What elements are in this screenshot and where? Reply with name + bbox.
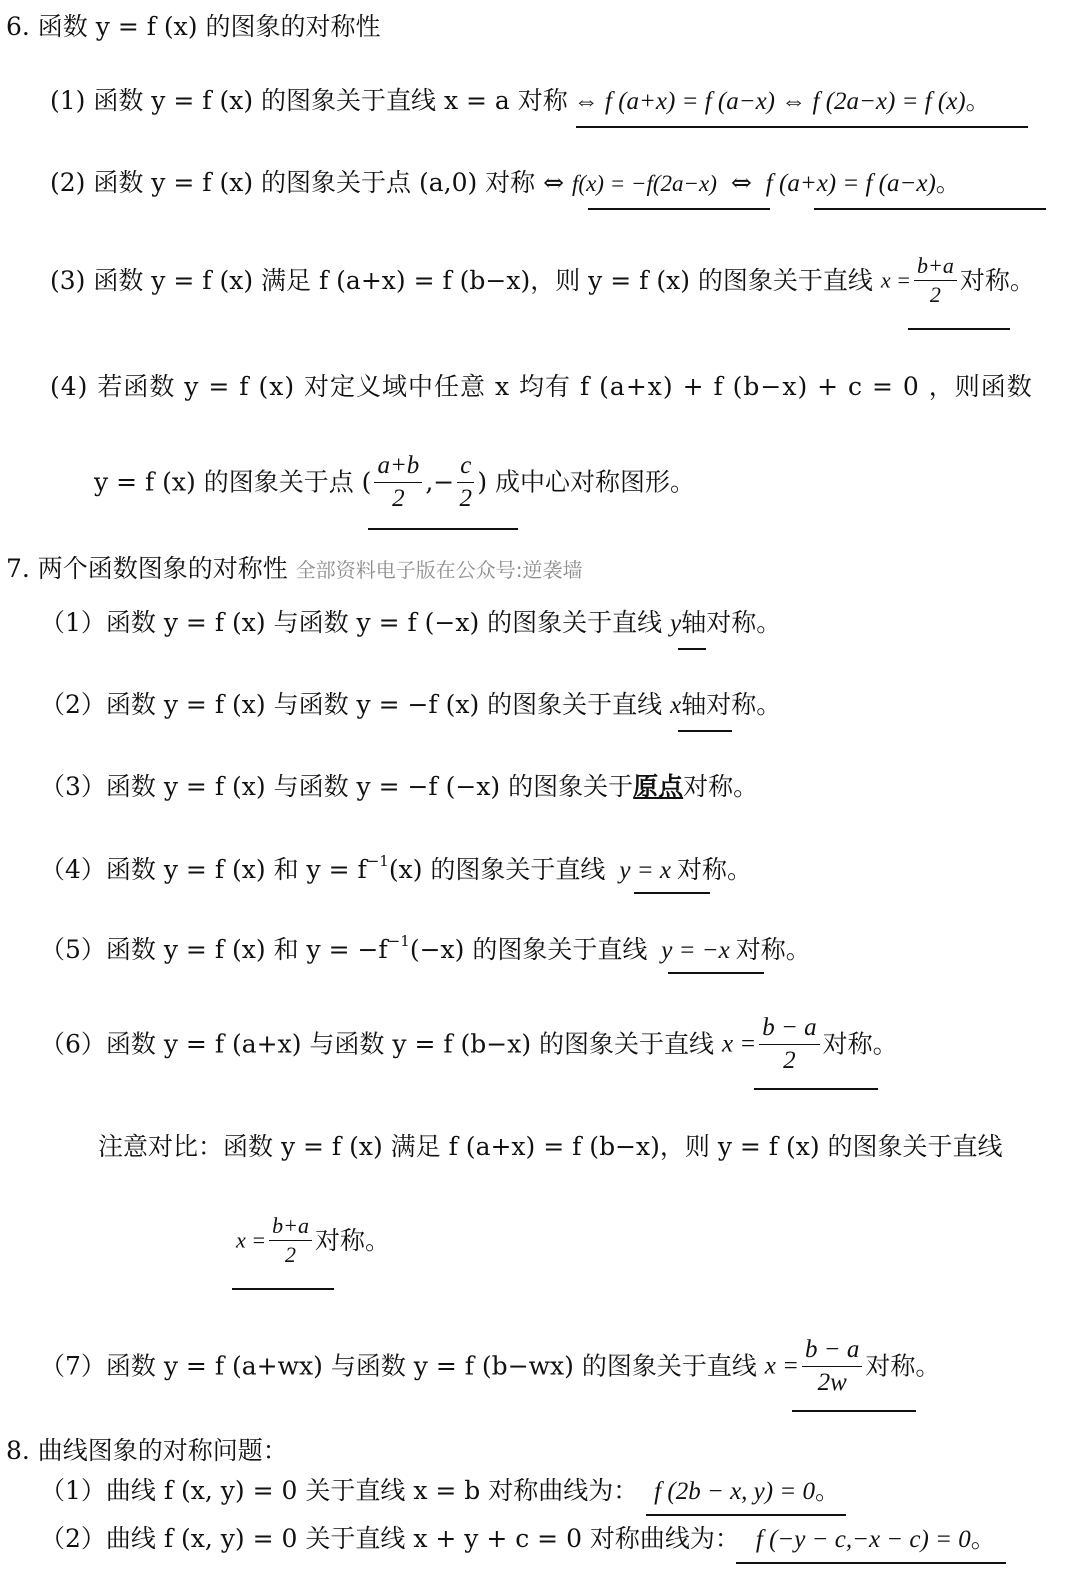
s7-item-2-tail: 轴对称。 — [681, 690, 782, 719]
s7-item-3-answer: 原点 — [633, 772, 684, 801]
s6-item-3-x: x = — [880, 267, 911, 293]
s7-note-x: x = — [236, 1227, 267, 1253]
s7-note-denominator: 2 — [285, 1242, 297, 1268]
s7-item-7-text: （7）函数 y = f (a+wx) 与函数 y = f (b−wx) 的图象关于直线 — [40, 1351, 757, 1381]
s7-item-6-numerator: b − a — [759, 1014, 819, 1045]
s6-item-4-open: ( — [361, 467, 372, 497]
s8-item-2-text: （2）曲线 f (x, y) = 0 关于直线 x + y + c = 0 对称曲线为： — [40, 1524, 740, 1553]
s8-item-1-answer: f (2b − x, y) = 0 — [654, 1478, 815, 1505]
s7-item-4-tail: 对称。 — [676, 855, 752, 884]
s6-item-2-tail: 。 — [935, 168, 961, 197]
s6-item-3-numerator: b+a — [914, 254, 957, 281]
s7-item-2-blank-line — [678, 730, 732, 732]
s6-item-4-sep: ,− — [425, 467, 455, 497]
s7-item-3 — [40, 774, 758, 799]
s6-item-4-numerator-1: a+b — [374, 452, 422, 483]
section-7-title-text: 7. 两个函数图象的对称性 — [6, 554, 288, 583]
s7-item-4-answer: y = x — [619, 857, 671, 884]
s7-item-4 — [40, 854, 752, 883]
section-6-title: 6. 函数 y = f (x) 的图象的对称性 — [6, 12, 381, 41]
s6-item-2-mid: ⇔ — [730, 168, 752, 197]
s7-item-6-denominator: 2 — [783, 1046, 796, 1074]
s8-item-2-answer: f (−y − c,−x − c) = 0 — [755, 1526, 971, 1553]
s7-note-fraction — [269, 1214, 312, 1267]
s6-item-2-blank-line-1 — [588, 208, 770, 210]
s7-item-5-sup: −1 — [387, 932, 410, 950]
s7-item-5-text-2: (−x) 的图象关于直线 — [409, 935, 648, 964]
s7-item-2-answer: x — [670, 692, 682, 719]
s6-item-4-blank-line — [368, 528, 518, 530]
s6-item-2-blank-line-2 — [814, 208, 1046, 210]
s8-item-1-text: （1）曲线 f (x, y) = 0 关于直线 x = b 对称曲线为： — [40, 1476, 639, 1505]
s7-item-7-blank-line — [792, 1410, 916, 1412]
s8-item-2 — [40, 1526, 996, 1552]
s7-item-4-text-2: (x) 的图象关于直线 — [388, 855, 606, 884]
s7-note-cont — [236, 1214, 390, 1267]
s6-item-1-text: (1) 函数 y = f (x) 的图象关于直线 x = a 对称 — [50, 86, 568, 115]
s6-item-4-cont-text: y = f (x) 的图象关于点 — [94, 467, 354, 497]
s6-item-2-answer-2: f (a+x) = f (a−x) — [765, 170, 936, 197]
s7-item-1-blank-line — [678, 648, 706, 650]
s7-item-6-x: x = — [722, 1030, 757, 1058]
s6-item-1-answer: ⇔ f (a+x) = f (a−x) ⇔ f (2a−x) = f (x) — [573, 88, 966, 115]
s6-item-4-fraction-2 — [457, 452, 474, 512]
s7-item-1 — [40, 610, 781, 636]
s6-item-4-cont — [94, 452, 695, 512]
s6-item-1-tail: 。 — [965, 86, 991, 115]
s7-item-3-tail: 对称。 — [683, 772, 759, 801]
s6-item-4-numerator-2: c — [457, 452, 474, 483]
s7-item-2 — [40, 692, 781, 718]
s6-item-1-blank-line — [576, 126, 1028, 128]
s7-item-5 — [40, 934, 811, 963]
watermark-text: 全部资料电子版在公众号:逆袭墙 — [295, 558, 583, 582]
s7-item-5-tail: 对称。 — [735, 935, 811, 964]
s7-item-7 — [40, 1336, 940, 1396]
s6-item-2-answer-1: f(x) = −f(2a−x) — [572, 171, 717, 196]
s6-item-3-text: (3) 函数 y = f (x) 满足 f (a+x) = f (b−x)，则 y = f (x) 的图象关于直线 — [50, 266, 873, 296]
s6-item-1 — [50, 88, 991, 114]
s8-item-1 — [40, 1478, 840, 1504]
s7-item-7-x: x = — [764, 1352, 800, 1380]
s7-item-6 — [40, 1014, 898, 1074]
s7-item-6-text: （6）函数 y = f (a+x) 与函数 y = f (b−x) 的图象关于直线 — [40, 1029, 715, 1059]
s7-item-1-tail: 轴对称。 — [681, 608, 782, 637]
s7-item-5-blank-line — [668, 972, 764, 974]
s7-item-4-blank-line — [634, 892, 710, 894]
section-8-title: 8. 曲线图象的对称问题： — [6, 1436, 288, 1465]
s6-item-4: (4) 若函数 y = f (x) 对定义域中任意 x 均有 f (a+x) + f (b−x) + c = 0 ，则函数 — [50, 372, 1033, 401]
s6-item-3 — [50, 254, 1035, 307]
s7-item-7-numerator: b − a — [802, 1336, 862, 1367]
s7-item-7-fraction — [802, 1336, 862, 1396]
s6-item-4-denominator-2: 2 — [459, 484, 473, 512]
s7-item-6-tail: 对称。 — [822, 1029, 898, 1059]
s8-item-2-blank-line — [736, 1562, 1006, 1564]
s7-item-5-text: （5）函数 y = f (x) 和 y = −f — [40, 935, 388, 964]
s6-item-2-text: (2) 函数 y = f (x) 的图象关于点 (a,0) 对称 ⇔ — [50, 168, 565, 197]
s7-note-numerator: b+a — [269, 1214, 312, 1241]
s7-item-1-answer: y — [670, 610, 682, 637]
s7-item-4-sup: −1 — [366, 852, 389, 870]
s7-item-2-text: （2）函数 y = f (x) 与函数 y = −f (x) 的图象关于直线 — [40, 690, 663, 719]
section-7-title — [6, 556, 583, 581]
s8-item-2-tail: 。 — [970, 1524, 996, 1553]
s6-item-4-fraction-1 — [374, 452, 422, 512]
s8-item-1-tail: 。 — [814, 1476, 840, 1505]
s7-item-1-text: （1）函数 y = f (x) 与函数 y = f (−x) 的图象关于直线 — [40, 608, 663, 637]
s7-note-blank-line — [232, 1288, 334, 1290]
s7-item-7-tail: 对称。 — [865, 1351, 941, 1381]
s6-item-3-denominator: 2 — [929, 282, 941, 308]
s7-note-tail: 对称。 — [314, 1226, 390, 1256]
s7-item-6-fraction — [759, 1014, 819, 1074]
s6-item-4-tail: 成中心对称图形。 — [495, 467, 696, 497]
s6-item-3-tail: 对称。 — [959, 266, 1035, 296]
s7-item-3-text: （3）函数 y = f (x) 与函数 y = −f (−x) 的图象关于 — [40, 772, 634, 801]
s7-item-4-text: （4）函数 y = f (x) 和 y = f — [40, 855, 367, 884]
s6-item-4-close: ) — [477, 467, 488, 497]
s7-note: 注意对比：函数 y = f (x) 满足 f (a+x) = f (b−x)，则 y = f (x) 的图象关于直线 — [98, 1132, 1003, 1161]
s6-item-2 — [50, 170, 961, 196]
s6-item-4-denominator-1: 2 — [392, 484, 405, 512]
s6-item-3-fraction — [914, 254, 957, 307]
s7-item-6-blank-line — [754, 1088, 878, 1090]
s8-item-1-blank-line — [646, 1514, 846, 1516]
s6-item-3-blank-line — [908, 328, 1010, 330]
s7-item-5-answer: y = −x — [661, 937, 730, 964]
s7-item-7-denominator: 2w — [817, 1368, 847, 1396]
